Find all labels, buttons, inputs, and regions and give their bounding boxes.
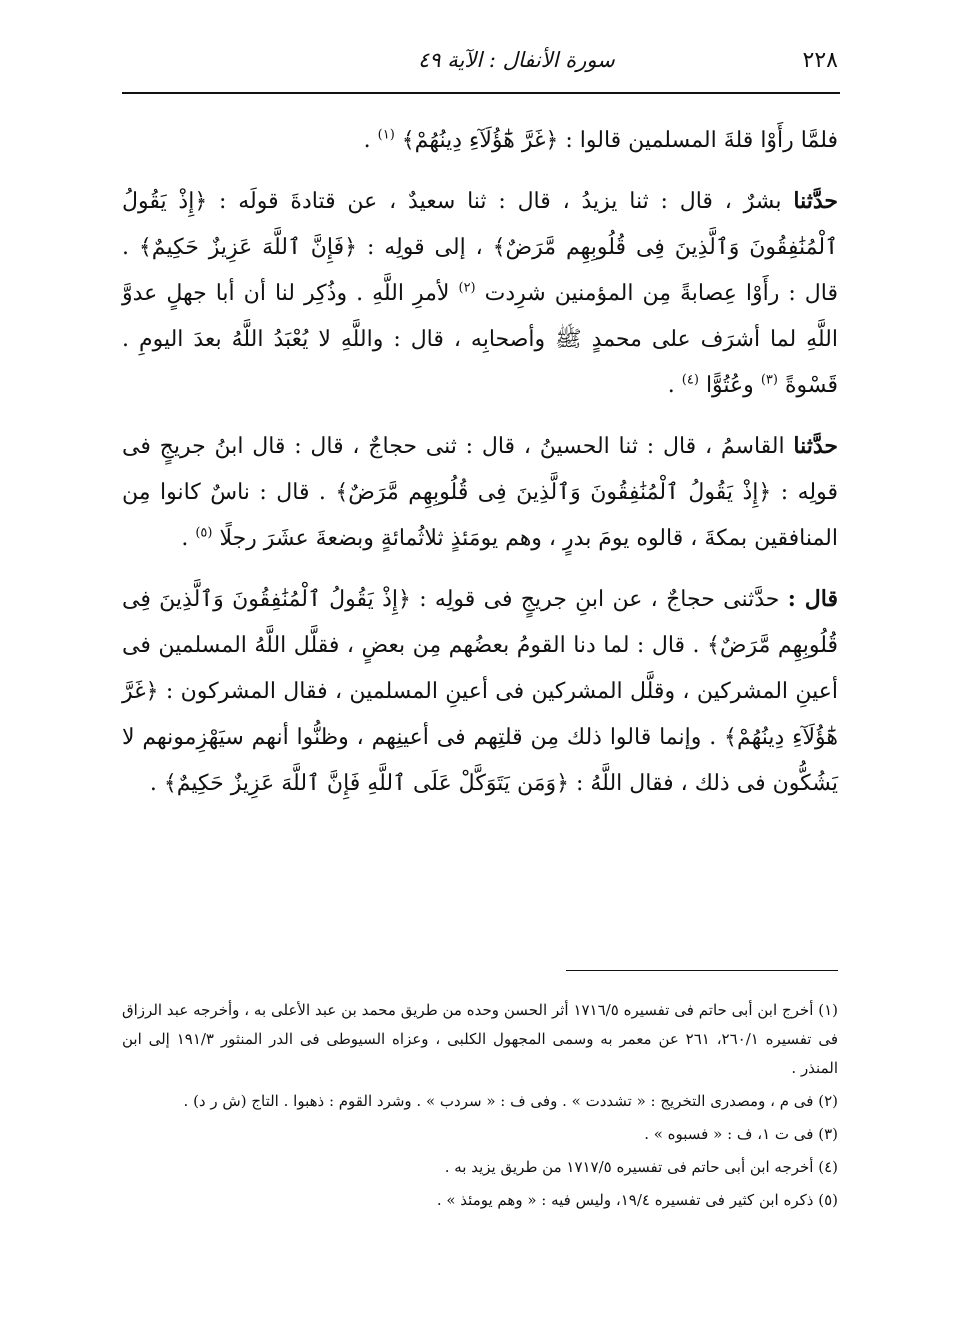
paragraph-text: القاسمُ ، قال : ثنا الحسينُ ، قال : ثنى حجاجٌ ، قال : قال ابنُ جريجٍ فى قولِه : ﴿إِذْ يَقُولُ ٱلْمُنَٰفِقُونَ وَٱلَّذِينَ فِى قُلُوبِهِم مَّرَضٌ﴾ . قال : ناسٌ كانوا مِن المنافقين بمكةَ ، قالوه يومَ بدرٍ ، وهم يومَئذٍ ثلاثُمائةٍ وبضعةَ عشَرَ رجلًا bbox=[122, 434, 838, 551]
main-text bbox=[122, 118, 838, 807]
paragraph-3 bbox=[122, 423, 838, 562]
paragraph-2 bbox=[122, 178, 838, 409]
paragraph-text: حدَّثنى حجاجٌ ، عن ابنِ جريجٍ فى قولِه : ﴿إِذْ يَقُولُ ٱلْمُنَٰفِقُونَ وَٱلَّذِينَ فِى قُلُوبِهِم مَّرَضٌ﴾ . قال : لما دنا القومُ بعضُهم مِن بعضٍ ، فقلَّل اللَّهُ المسلمين فى أعينِ المشركين ، وقلَّل المشركين فى أعينِ المسلمين ، فقال المشركون : ﴿غَرَّ هَٰٓؤُلَآءِ دِينُهُمْ﴾ . وإنما قالوا ذلك مِن قلتِهم فى أعينِهم ، وظنُّوا أنهم سيَهْزِمونهم لا يَشُكُّون فى ذلك ، فقال اللَّهُ : ﴿وَمَن يَتَوَكَّلْ عَلَى ٱللَّهِ فَإِنَّ ٱللَّهَ عَزِيزٌ حَكِيمٌ﴾ bbox=[122, 587, 838, 796]
footnote-ref: (٥) bbox=[195, 525, 213, 541]
paragraph-text: فلمَّا رأَوْا قلةَ المسلمين قالوا : ﴿غَرَّ هَٰٓؤُلَآءِ دِينُهُمْ﴾ bbox=[401, 128, 838, 153]
paragraph-tail: وعُتُوًّا bbox=[705, 373, 754, 398]
footnote-3: (٣) فى ت ١، ف : « فسبوه » . bbox=[644, 1125, 838, 1143]
footnote-2: (٢) فى م ، ومصدرى التخريج : « تشددت » . وفى ف : « سردب » . وشرد القوم : ذهبوا . التاج (ش ر د) . bbox=[183, 1092, 838, 1110]
footnote-ref: (٣) bbox=[760, 372, 778, 388]
paragraph-4 bbox=[122, 576, 838, 807]
paragraph-lead: قال : bbox=[787, 586, 839, 612]
footnote-ref: (٢) bbox=[458, 280, 476, 296]
footnote-4: (٤) أخرجه ابن أبى حاتم فى تفسيره ١٧١٧/٥ من طريق يزيد به . bbox=[444, 1158, 838, 1176]
paragraph-tail: . bbox=[363, 128, 371, 153]
surah-title: سورة الأنفال : الآية ٤٩ bbox=[418, 48, 615, 72]
footnote-5: (٥) ذكره ابن كثير فى تفسيره ١٩/٤، وليس فيه : « وهم يومئذ » . bbox=[436, 1191, 838, 1209]
footnote-1: (١) أخرج ابن أبى حاتم فى تفسيره ١٧١٦/٥ أثر الحسن وحده من طريق محمد بن عبد الأعلى به ، وأخرجه عبد الرزاق فى تفسيره ٢٦٠/١، ٢٦١ عن معمر به وسمى المجهول الكلبى ، وعزاه السيوطى فى الدر المنثور ١٩١/٣ إلى ابن المنذر . bbox=[122, 1001, 839, 1077]
paragraph-lead: حدَّثنا bbox=[793, 433, 839, 459]
page-number: ٢٢٨ bbox=[802, 47, 838, 73]
paragraph-tail: . bbox=[667, 373, 675, 398]
footnote-ref: (١) bbox=[377, 127, 395, 143]
footnote-separator bbox=[566, 970, 838, 971]
paragraph-lead: حدَّثنا bbox=[793, 188, 838, 214]
paragraph-tail: لأمرِ اللَّهِ . وذُكِر لنا أن أبا جهلٍ عدوَّ اللَّهِ لما أشرَف على محمدٍ ﷺ وأصحابِه ، قال : واللَّهِ لا يُعْبَدُ اللَّهُ بعدَ اليومِ . قَسْوةً bbox=[122, 281, 838, 398]
footnote-ref: (٤) bbox=[681, 372, 699, 388]
paragraph-tail: . bbox=[149, 771, 157, 796]
paragraph-text: بشرٌ ، قال : ثنا يزيدُ ، قال : ثنا سعيدٌ ، عن قتادةَ قولَه : ﴿إِذْ يَقُولُ ٱلْمُنَٰفِقُونَ وَٱلَّذِينَ فِى قُلُوبِهِم مَّرَضٌ﴾ ، إلى قولِه : ﴿فَإِنَّ ٱللَّهَ عَزِيزٌ حَكِيمٌ﴾ . قال : رأَوْا عِصابةً مِن المؤمنين شرِدت bbox=[122, 189, 838, 306]
paragraph-1 bbox=[122, 118, 838, 164]
header-rule bbox=[122, 92, 840, 94]
running-header bbox=[118, 38, 838, 82]
footnotes bbox=[122, 996, 838, 1219]
paragraph-tail: . bbox=[181, 526, 189, 551]
